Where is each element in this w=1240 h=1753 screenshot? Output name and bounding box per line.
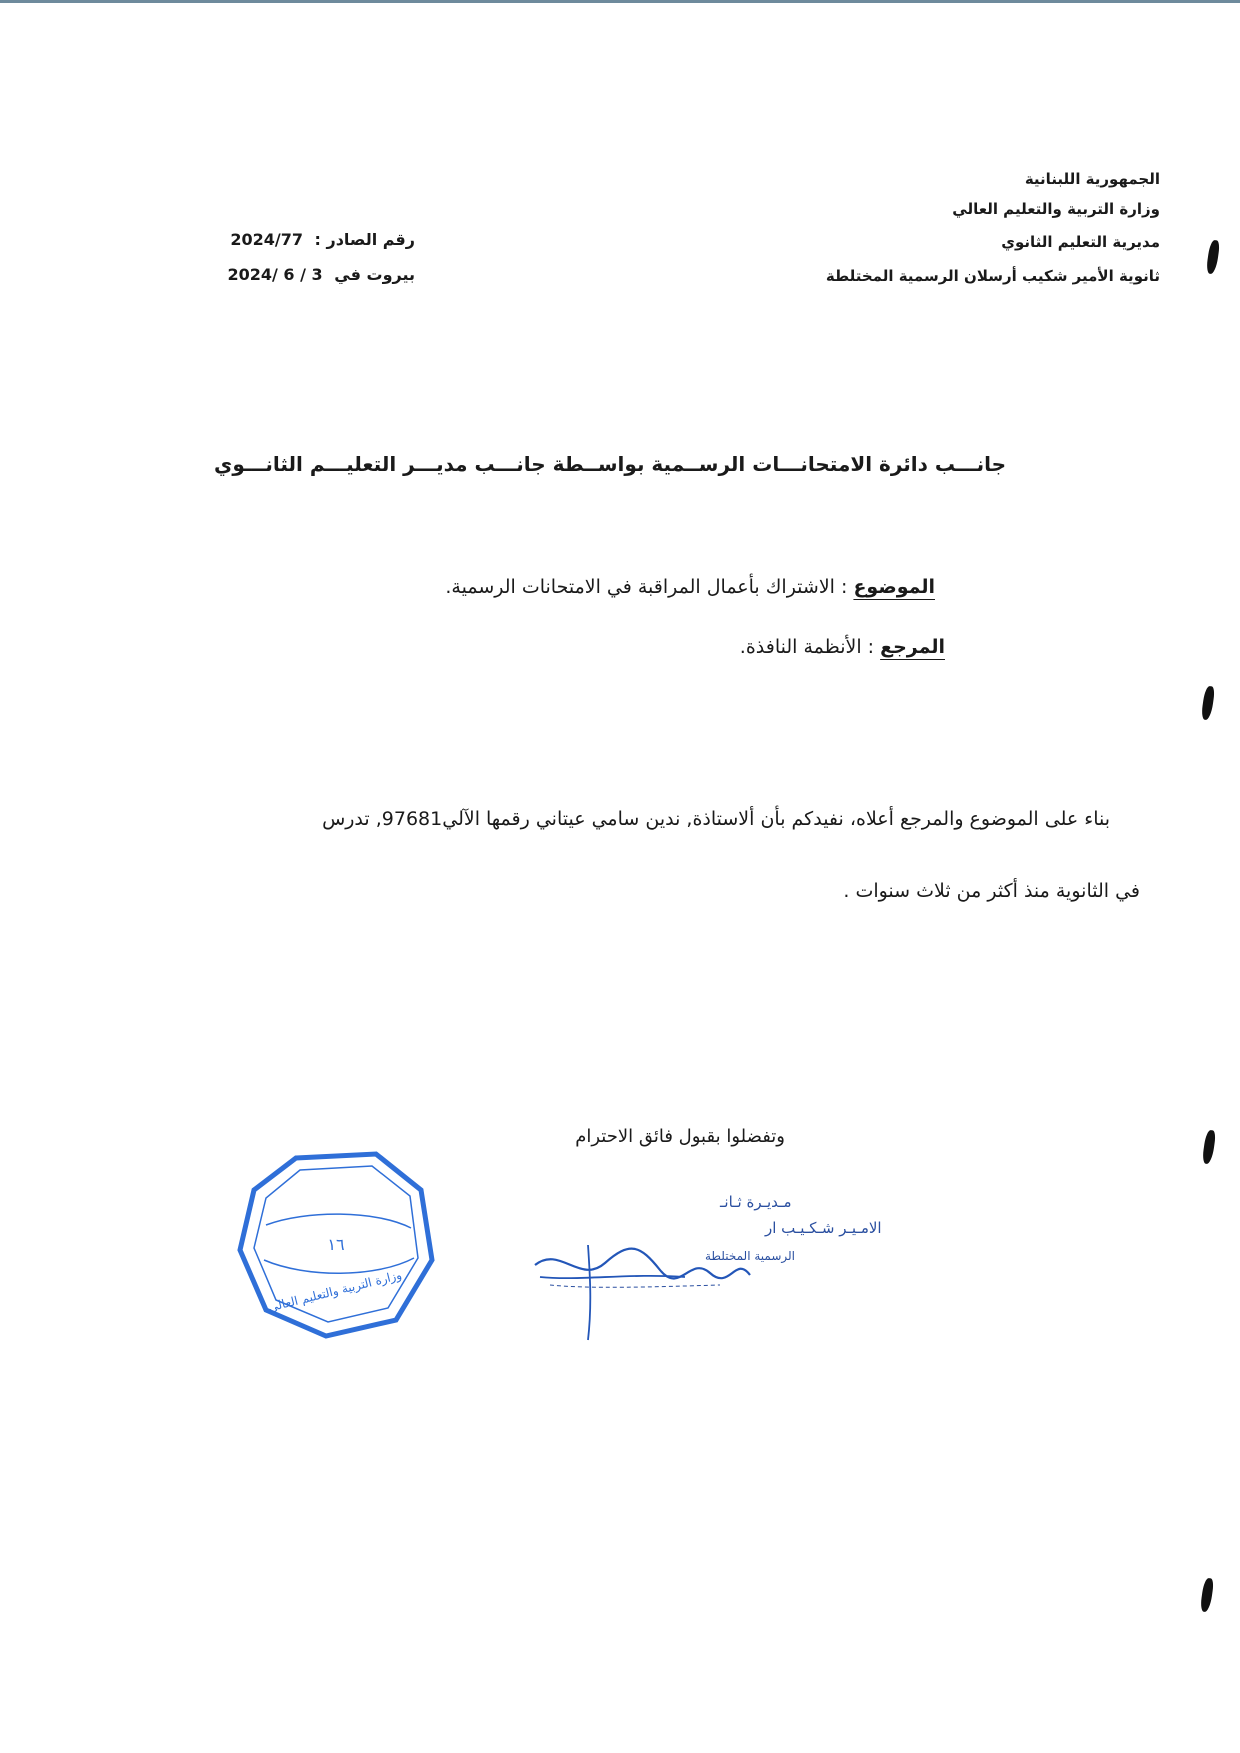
header-ministry: وزارة التربية والتعليم العالي: [952, 200, 1160, 218]
letter-title: جانـــب دائرة الامتحانـــات الرســمية بواســطة جانـــب مديـــر التعليـــم الثانـــوي: [213, 452, 1006, 476]
signature-line-2: الامـيـر شـكـيـب ار: [765, 1219, 882, 1237]
punch-mark-2: [1201, 685, 1216, 720]
closing-line: وتفضلوا بقبول فائق الاحترام: [575, 1126, 785, 1147]
header-school: ثانوية الأمير شكيب أرسلان الرسمية المختلطة: [825, 267, 1160, 285]
outgoing-number: [205, 230, 415, 249]
header-republic: الجمهورية اللبنانية: [1024, 170, 1160, 188]
issue-date: [205, 265, 415, 284]
punch-mark-3: [1202, 1129, 1217, 1164]
issue-date-value: 3 / 6 /2024: [227, 265, 323, 284]
reference-separator: :: [861, 636, 881, 658]
issue-date-label: بيروت في: [334, 265, 415, 284]
subject-value: الاشتراك بأعمال المراقبة في الامتحانات الرسمية.: [445, 576, 835, 598]
reference-label: المرجع: [880, 636, 945, 658]
body-line-2: في الثانوية منذ أكثر من ثلاث سنوات .: [843, 880, 1140, 902]
header-directorate: مديرية التعليم الثانوي: [1001, 233, 1160, 251]
reference-value: الأنظمة النافذة.: [739, 636, 862, 658]
subject-line: [445, 576, 935, 598]
reference-line: [740, 636, 945, 658]
outgoing-number-value: 2024/77: [230, 230, 303, 249]
subject-label: الموضوع: [853, 576, 935, 598]
signature-line-3: الرسمية المختلطة: [705, 1249, 796, 1263]
signature-line-1: مـديـرة ثـانـ: [720, 1193, 792, 1211]
principal-signature: [520, 1185, 882, 1345]
body-line-1: بناء على الموضوع والمرجع أعلاه، نفيدكم بأن ألاستاذة, ندين سامي عيتاني رقمها الآلي97681, تدرس: [322, 808, 1110, 830]
punch-mark-1: [1206, 239, 1221, 274]
stamp-inscription: وزارة التربية والتعليم العالي: [266, 1267, 404, 1315]
punch-mark-4: [1200, 1577, 1215, 1612]
stamp-number: ١٦: [327, 1235, 345, 1254]
scan-top-edge: [0, 0, 1240, 3]
official-stamp: [236, 1150, 436, 1340]
subject-separator: :: [834, 576, 854, 598]
outgoing-number-label: رقم الصادر :: [314, 230, 415, 249]
